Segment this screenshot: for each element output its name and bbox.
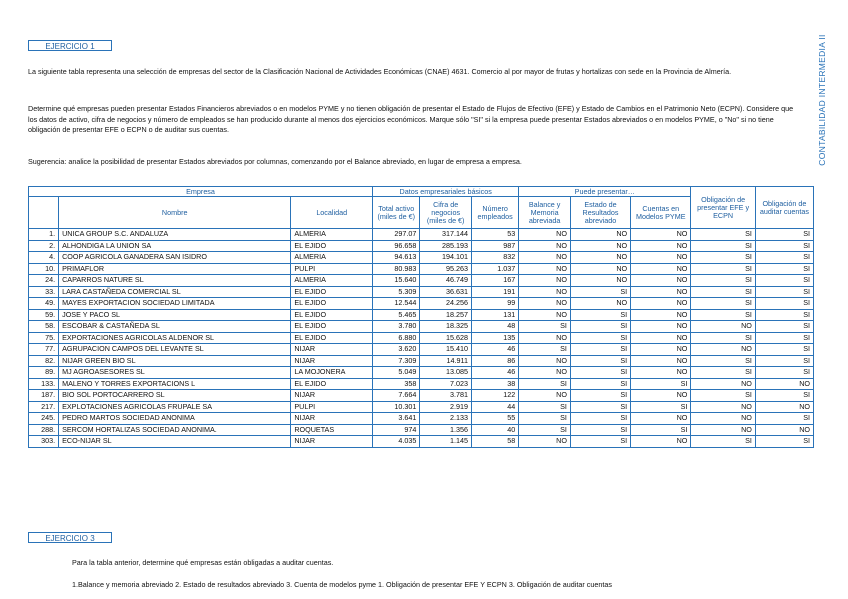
row-number-cell: 89. [29, 367, 59, 379]
table-row [29, 309, 814, 321]
company-name-cell: MJ AGROASESORES SL [59, 367, 291, 379]
total-activo-cell: 5.049 [373, 367, 420, 379]
header-cuentas-pyme: Cuentas en Modelos PYME [631, 197, 691, 229]
obligacion-auditar-cell: SI [755, 321, 813, 333]
company-name-cell: JOSE Y PACO SL [59, 309, 291, 321]
balance-abreviado-cell: NO [519, 390, 571, 402]
total-activo-cell: 7.664 [373, 390, 420, 402]
company-name-cell: ECO-NIJAR SL [59, 436, 291, 448]
obligacion-auditar-cell: NO [755, 401, 813, 413]
header-nombre: Nombre [59, 197, 291, 229]
obligacion-auditar-cell: NO [755, 424, 813, 436]
cifra-negocios-cell: 18.325 [420, 321, 472, 333]
obligacion-efe-cell: SI [691, 390, 756, 402]
total-activo-cell: 6.880 [373, 332, 420, 344]
resultados-abreviado-cell: SI [570, 344, 630, 356]
obligacion-auditar-cell: SI [755, 263, 813, 275]
balance-abreviado-cell: NO [519, 229, 571, 241]
obligacion-efe-cell: SI [691, 286, 756, 298]
cifra-negocios-cell: 36.631 [420, 286, 472, 298]
company-location-cell: LA MOJONERA [291, 367, 373, 379]
balance-abreviado-cell: NO [519, 367, 571, 379]
obligacion-auditar-cell: SI [755, 344, 813, 356]
cuentas-pyme-cell: NO [631, 240, 691, 252]
num-empleados-cell: 53 [471, 229, 518, 241]
balance-abreviado-cell: SI [519, 344, 571, 356]
obligacion-efe-cell: SI [691, 240, 756, 252]
total-activo-cell: 4.035 [373, 436, 420, 448]
num-empleados-cell: 48 [471, 321, 518, 333]
table-row [29, 424, 814, 436]
total-activo-cell: 96.658 [373, 240, 420, 252]
row-number-cell: 217. [29, 401, 59, 413]
resultados-abreviado-cell: SI [570, 390, 630, 402]
company-location-cell: PULPI [291, 263, 373, 275]
resultados-abreviado-cell: NO [570, 275, 630, 287]
company-location-cell: ALMERIA [291, 229, 373, 241]
resultados-abreviado-cell: SI [570, 332, 630, 344]
resultados-abreviado-cell: NO [570, 252, 630, 264]
table-row [29, 298, 814, 310]
row-number-cell: 10. [29, 263, 59, 275]
obligacion-auditar-cell: SI [755, 275, 813, 287]
table-row [29, 378, 814, 390]
resultados-abreviado-cell: SI [570, 436, 630, 448]
balance-abreviado-cell: NO [519, 240, 571, 252]
obligacion-efe-cell: NO [691, 321, 756, 333]
obligacion-auditar-cell: SI [755, 413, 813, 425]
table-row [29, 332, 814, 344]
company-location-cell: NIJAR [291, 436, 373, 448]
obligacion-auditar-cell: SI [755, 309, 813, 321]
cifra-negocios-cell: 18.257 [420, 309, 472, 321]
company-name-cell: MAYES EXPORTACION SOCIEDAD LIMITADA [59, 298, 291, 310]
row-number-cell: 303. [29, 436, 59, 448]
total-activo-cell: 7.309 [373, 355, 420, 367]
balance-abreviado-cell: NO [519, 355, 571, 367]
cifra-negocios-cell: 285.193 [420, 240, 472, 252]
resultados-abreviado-cell: SI [570, 378, 630, 390]
group-header-datos: Datos empresariales básicos [373, 187, 519, 197]
balance-abreviado-cell: SI [519, 321, 571, 333]
company-location-cell: ALMERIA [291, 275, 373, 287]
company-name-cell: COOP AGRICOLA GANADERA SAN ISIDRO [59, 252, 291, 264]
company-name-cell: PRIMAFLOR [59, 263, 291, 275]
total-activo-cell: 94.613 [373, 252, 420, 264]
row-number-cell: 245. [29, 413, 59, 425]
resultados-abreviado-cell: SI [570, 286, 630, 298]
header-balance: Balance y Memoria abreviada [519, 197, 571, 229]
cifra-negocios-cell: 15.410 [420, 344, 472, 356]
row-number-cell: 133. [29, 378, 59, 390]
cuentas-pyme-cell: SI [631, 378, 691, 390]
group-header-empresa: Empresa [29, 187, 373, 197]
group-header-puede: Puede presentar… [519, 187, 691, 197]
company-location-cell: EL EJIDO [291, 298, 373, 310]
suggestion-paragraph: Sugerencia: analice la posibilidad de presentar Estados abreviados por columnas, comenzando por el Balance abreviado, en lugar de empresa a empresa. [28, 157, 522, 166]
obligacion-efe-cell: NO [691, 344, 756, 356]
company-location-cell: EL EJIDO [291, 321, 373, 333]
obligacion-efe-cell: SI [691, 298, 756, 310]
table-row [29, 229, 814, 241]
instructions-paragraph: Determine qué empresas pueden presentar Estados Financieros abreviados o en modelos PYME y no tienen obligación de presentar el Estado de Flujos de Efectivo (EFE) y Estado de Cambios en el Patrimonio Neto (ECPN). Considere que los datos de activo, cifra de negocios y número de empleados se han producido durante al menos dos ejercicios económicos. Marque sólo "SI" si la empresa puede presentar Estados abreviados o en modelos PYME, o "No" si no tiene obligación de presentar EFE o ECPN o de auditar sus cuentas. [28, 104, 794, 134]
header-resultados: Estado de Resultados abreviado [570, 197, 630, 229]
header-activo: Total activo (miles de €) [373, 197, 420, 229]
cifra-negocios-cell: 95.263 [420, 263, 472, 275]
table-row [29, 355, 814, 367]
company-name-cell: SERCOM HORTALIZAS SOCIEDAD ANONIMA. [59, 424, 291, 436]
cifra-negocios-cell: 15.628 [420, 332, 472, 344]
resultados-abreviado-cell: SI [570, 355, 630, 367]
num-empleados-cell: 1.037 [471, 263, 518, 275]
cuentas-pyme-cell: NO [631, 367, 691, 379]
resultados-abreviado-cell: SI [570, 413, 630, 425]
num-empleados-cell: 99 [471, 298, 518, 310]
row-number-cell: 59. [29, 309, 59, 321]
company-name-cell: ALHONDIGA LA UNION SA [59, 240, 291, 252]
cuentas-pyme-cell: NO [631, 286, 691, 298]
cifra-negocios-cell: 3.781 [420, 390, 472, 402]
company-name-cell: UNICA GROUP S.C. ANDALUZA [59, 229, 291, 241]
balance-abreviado-cell: NO [519, 298, 571, 310]
header-localidad: Localidad [291, 197, 373, 229]
obligacion-auditar-cell: SI [755, 229, 813, 241]
company-name-cell: MALENO Y TORRES EXPORTACIONS L [59, 378, 291, 390]
total-activo-cell: 3.780 [373, 321, 420, 333]
balance-abreviado-cell: NO [519, 252, 571, 264]
company-name-cell: LARA CASTAÑEDA COMERCIAL SL [59, 286, 291, 298]
cuentas-pyme-cell: NO [631, 309, 691, 321]
cifra-negocios-cell: 317.144 [420, 229, 472, 241]
cuentas-pyme-cell: NO [631, 390, 691, 402]
balance-abreviado-cell: NO [519, 309, 571, 321]
ex3-footer: 1.Balance y memoria abreviado 2. Estado de resultados abreviado 3. Cuenta de modelos pyme 1. Obligación de presentar EFE Y ECPN 3. Obligación de auditar cuentas [72, 580, 612, 589]
cuentas-pyme-cell: NO [631, 332, 691, 344]
obligacion-auditar-cell: SI [755, 252, 813, 264]
total-activo-cell: 5.309 [373, 286, 420, 298]
table-row [29, 367, 814, 379]
header-obligacion-efe: Obligación de presentar EFE y ECPN [691, 187, 756, 229]
num-empleados-cell: 135 [471, 332, 518, 344]
obligacion-auditar-cell: SI [755, 355, 813, 367]
balance-abreviado-cell: NO [519, 263, 571, 275]
obligacion-efe-cell: SI [691, 355, 756, 367]
company-name-cell: NIJAR GREEN BIO SL [59, 355, 291, 367]
cuentas-pyme-cell: SI [631, 424, 691, 436]
cuentas-pyme-cell: SI [631, 401, 691, 413]
obligacion-efe-cell: NO [691, 413, 756, 425]
total-activo-cell: 12.544 [373, 298, 420, 310]
table-row [29, 321, 814, 333]
resultados-abreviado-cell: NO [570, 240, 630, 252]
header-obligacion-auditar: Obligación de auditar cuentas [755, 187, 813, 229]
company-location-cell: NIJAR [291, 344, 373, 356]
obligacion-efe-cell: SI [691, 229, 756, 241]
companies-table [28, 186, 814, 448]
company-location-cell: EL EJIDO [291, 309, 373, 321]
num-empleados-cell: 167 [471, 275, 518, 287]
table-row [29, 240, 814, 252]
obligacion-efe-cell: SI [691, 275, 756, 287]
cifra-negocios-cell: 1.356 [420, 424, 472, 436]
total-activo-cell: 974 [373, 424, 420, 436]
company-location-cell: EL EJIDO [291, 332, 373, 344]
obligacion-efe-cell: NO [691, 378, 756, 390]
obligacion-efe-cell: NO [691, 424, 756, 436]
cuentas-pyme-cell: NO [631, 344, 691, 356]
obligacion-efe-cell: SI [691, 263, 756, 275]
header-empleados: Número empleados [471, 197, 518, 229]
table-row [29, 413, 814, 425]
num-empleados-cell: 86 [471, 355, 518, 367]
table-row [29, 401, 814, 413]
total-activo-cell: 358 [373, 378, 420, 390]
obligacion-efe-cell: SI [691, 309, 756, 321]
cuentas-pyme-cell: NO [631, 252, 691, 264]
company-location-cell: PULPI [291, 401, 373, 413]
company-name-cell: BIO SOL PORTOCARRERO SL [59, 390, 291, 402]
obligacion-efe-cell: NO [691, 401, 756, 413]
row-number-cell: 4. [29, 252, 59, 264]
header-negocios: Cifra de negocios (miles de €) [420, 197, 472, 229]
row-number-cell: 288. [29, 424, 59, 436]
resultados-abreviado-cell: NO [570, 229, 630, 241]
cuentas-pyme-cell: NO [631, 229, 691, 241]
resultados-abreviado-cell: SI [570, 309, 630, 321]
total-activo-cell: 80.983 [373, 263, 420, 275]
cuentas-pyme-cell: NO [631, 321, 691, 333]
obligacion-auditar-cell: NO [755, 378, 813, 390]
obligacion-auditar-cell: SI [755, 436, 813, 448]
resultados-abreviado-cell: NO [570, 263, 630, 275]
company-name-cell: EXPLOTACIONES AGRICOLAS FRUPALE SA [59, 401, 291, 413]
cifra-negocios-cell: 14.911 [420, 355, 472, 367]
resultados-abreviado-cell: SI [570, 424, 630, 436]
row-number-cell: 2. [29, 240, 59, 252]
company-name-cell: PEDRO MARTOS SOCIEDAD ANONIMA [59, 413, 291, 425]
cifra-negocios-cell: 46.749 [420, 275, 472, 287]
table-row [29, 252, 814, 264]
resultados-abreviado-cell: SI [570, 401, 630, 413]
num-empleados-cell: 131 [471, 309, 518, 321]
balance-abreviado-cell: NO [519, 436, 571, 448]
num-empleados-cell: 46 [471, 344, 518, 356]
row-number-cell: 49. [29, 298, 59, 310]
table-row [29, 286, 814, 298]
obligacion-auditar-cell: SI [755, 286, 813, 298]
obligacion-efe-cell: SI [691, 252, 756, 264]
cifra-negocios-cell: 7.023 [420, 378, 472, 390]
num-empleados-cell: 44 [471, 401, 518, 413]
table-row [29, 390, 814, 402]
cifra-negocios-cell: 13.085 [420, 367, 472, 379]
num-empleados-cell: 40 [471, 424, 518, 436]
total-activo-cell: 5.465 [373, 309, 420, 321]
company-name-cell: EXPORTACIONES AGRICOLAS ALDENOR SL [59, 332, 291, 344]
total-activo-cell: 10.301 [373, 401, 420, 413]
row-number-cell: 187. [29, 390, 59, 402]
cuentas-pyme-cell: NO [631, 355, 691, 367]
ex3-question: Para la tabla anterior, determine qué empresas están obligadas a auditar cuentas. [72, 558, 334, 567]
cuentas-pyme-cell: NO [631, 436, 691, 448]
balance-abreviado-cell: SI [519, 401, 571, 413]
side-title-text: CONTABILIDAD INTERMEDIA II [817, 34, 827, 166]
num-empleados-cell: 122 [471, 390, 518, 402]
row-number-cell: 58. [29, 321, 59, 333]
cifra-negocios-cell: 24.256 [420, 298, 472, 310]
num-empleados-cell: 55 [471, 413, 518, 425]
obligacion-auditar-cell: SI [755, 298, 813, 310]
ejercicio-1-text: EJERCICIO 1 [45, 42, 95, 51]
balance-abreviado-cell: SI [519, 424, 571, 436]
ejercicio-1-label [28, 40, 112, 51]
cifra-negocios-cell: 2.133 [420, 413, 472, 425]
resultados-abreviado-cell: SI [570, 321, 630, 333]
intro-paragraph: La siguiente tabla representa una selección de empresas del sector de la Clasificación Nacional de Actividades Económicas (CNAE) 4631. Comercio al por mayor de frutas y hortalizas con sede en la Provincia de Almería. [28, 67, 732, 76]
obligacion-auditar-cell: SI [755, 390, 813, 402]
balance-abreviado-cell: SI [519, 378, 571, 390]
company-location-cell: NIJAR [291, 390, 373, 402]
resultados-abreviado-cell: NO [570, 298, 630, 310]
obligacion-auditar-cell: SI [755, 332, 813, 344]
company-name-cell: ESCOBAR & CASTAÑEDA SL [59, 321, 291, 333]
num-empleados-cell: 46 [471, 367, 518, 379]
cifra-negocios-cell: 2.919 [420, 401, 472, 413]
table-row [29, 344, 814, 356]
ejercicio-3-label [28, 532, 112, 543]
company-location-cell: EL EJIDO [291, 286, 373, 298]
company-location-cell: ROQUETAS [291, 424, 373, 436]
num-empleados-cell: 58 [471, 436, 518, 448]
total-activo-cell: 3.641 [373, 413, 420, 425]
table-row [29, 275, 814, 287]
total-activo-cell: 15.640 [373, 275, 420, 287]
num-empleados-cell: 191 [471, 286, 518, 298]
table-row [29, 263, 814, 275]
total-activo-cell: 297.07 [373, 229, 420, 241]
side-title [816, 30, 828, 170]
cuentas-pyme-cell: NO [631, 298, 691, 310]
row-number-cell: 33. [29, 286, 59, 298]
row-number-cell: 82. [29, 355, 59, 367]
obligacion-auditar-cell: SI [755, 240, 813, 252]
obligacion-efe-cell: SI [691, 436, 756, 448]
ejercicio-3-text: EJERCICIO 3 [45, 534, 95, 543]
company-location-cell: EL EJIDO [291, 378, 373, 390]
cuentas-pyme-cell: NO [631, 413, 691, 425]
table-row [29, 436, 814, 448]
resultados-abreviado-cell: SI [570, 367, 630, 379]
company-location-cell: NIJAR [291, 355, 373, 367]
total-activo-cell: 3.620 [373, 344, 420, 356]
num-empleados-cell: 987 [471, 240, 518, 252]
row-number-cell: 75. [29, 332, 59, 344]
cifra-negocios-cell: 1.145 [420, 436, 472, 448]
company-location-cell: ALMERIA [291, 252, 373, 264]
balance-abreviado-cell: NO [519, 275, 571, 287]
cuentas-pyme-cell: NO [631, 263, 691, 275]
num-empleados-cell: 832 [471, 252, 518, 264]
balance-abreviado-cell: SI [519, 413, 571, 425]
obligacion-auditar-cell: SI [755, 367, 813, 379]
row-number-cell: 77. [29, 344, 59, 356]
cuentas-pyme-cell: NO [631, 275, 691, 287]
company-name-cell: CAPARROS NATURE SL [59, 275, 291, 287]
company-name-cell: AGRUPACION CAMPOS DEL LEVANTE SL [59, 344, 291, 356]
company-location-cell: NIJAR [291, 413, 373, 425]
company-location-cell: EL EJIDO [291, 240, 373, 252]
row-number-cell: 1. [29, 229, 59, 241]
balance-abreviado-cell: NO [519, 332, 571, 344]
num-empleados-cell: 38 [471, 378, 518, 390]
obligacion-efe-cell: SI [691, 367, 756, 379]
row-number-cell: 24. [29, 275, 59, 287]
balance-abreviado-cell: NO [519, 286, 571, 298]
cifra-negocios-cell: 194.101 [420, 252, 472, 264]
obligacion-efe-cell: SI [691, 332, 756, 344]
